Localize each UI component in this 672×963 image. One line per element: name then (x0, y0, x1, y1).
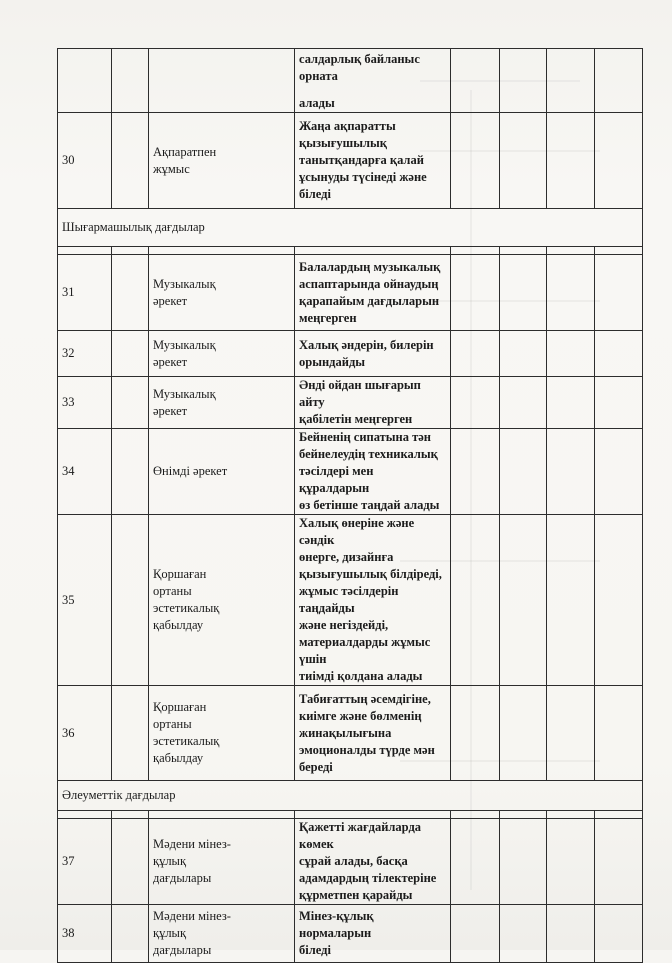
table-row (58, 905, 643, 963)
row-description: Балалардың музыкалық аспаптарында ойнаудың қарапайым дағдыларын меңгерген (295, 255, 451, 331)
row-description: Халық өнеріне және сәндік өнерге, дизайнға қызығушылық білдіреді, жұмыс тәсілдерін таңдайды және негіздейді, материалдарды жұмыс үшін тиімді қолдана алады (295, 515, 451, 686)
row-number: 33 (58, 377, 112, 429)
row-description: салдарлық байланыс орната алады (295, 49, 451, 113)
row-number: 36 (58, 686, 112, 781)
table-row (58, 331, 643, 377)
section-title: Шығармашылық дағдылар (58, 209, 643, 247)
row-description: Жаңа ақпаратты қызығушылық танытқандарға қалай ұсынуды түсінеді және біледі (295, 113, 451, 209)
table-row (58, 515, 643, 686)
row-category: Музыкалық әрекет (149, 255, 295, 331)
row-number: 38 (58, 905, 112, 963)
table-row (58, 255, 643, 331)
row-category: Мәдени мінез- құлық дағдылары (149, 905, 295, 963)
table-row (58, 377, 643, 429)
row-category: Ақпаратпен жұмыс (149, 113, 295, 209)
row-number: 35 (58, 515, 112, 686)
row-number: 32 (58, 331, 112, 377)
row-category (149, 49, 295, 113)
row-number: 30 (58, 113, 112, 209)
row-category: Өнімді әрекет (149, 429, 295, 515)
row-description: Мінез-құлық нормаларын біледі (295, 905, 451, 963)
row-description: Халық әндерін, билерін орындайды (295, 331, 451, 377)
row-description: Бейненің сипатына тән бейнелеудің техникалық тәсілдері мен құралдарын өз бетінше таңдай алады (295, 429, 451, 515)
row-number (58, 49, 112, 113)
section-title: Әлеуметтік дағдылар (58, 781, 643, 811)
row-number: 31 (58, 255, 112, 331)
row-number: 37 (58, 819, 112, 905)
section-header-row (58, 781, 643, 811)
table-row (58, 686, 643, 781)
table-row (58, 49, 643, 113)
table-row (58, 113, 643, 209)
section-header-row (58, 209, 643, 247)
row-description: Қажетті жағдайларда көмек сұрай алады, басқа адамдардың тілектеріне құрметпен қарайды (295, 819, 451, 905)
row-category: Қоршаған ортаны эстетикалық қабылдау (149, 515, 295, 686)
row-description: Табиғаттың әсемдігіне, киімге және бөлменің жинақылығына эмоционалды түрде мән береді (295, 686, 451, 781)
row-category: Музыкалық әрекет (149, 331, 295, 377)
row-number: 34 (58, 429, 112, 515)
table-row (58, 429, 643, 515)
table-row (58, 819, 643, 905)
row-description: Әнді ойдан шығарып айту қабілетін меңгерген (295, 377, 451, 429)
row-category: Музыкалық әрекет (149, 377, 295, 429)
row-category: Мәдени мінез- құлық дағдылары (149, 819, 295, 905)
skills-table (57, 48, 643, 963)
row-category: Қоршаған ортаны эстетикалық қабылдау (149, 686, 295, 781)
